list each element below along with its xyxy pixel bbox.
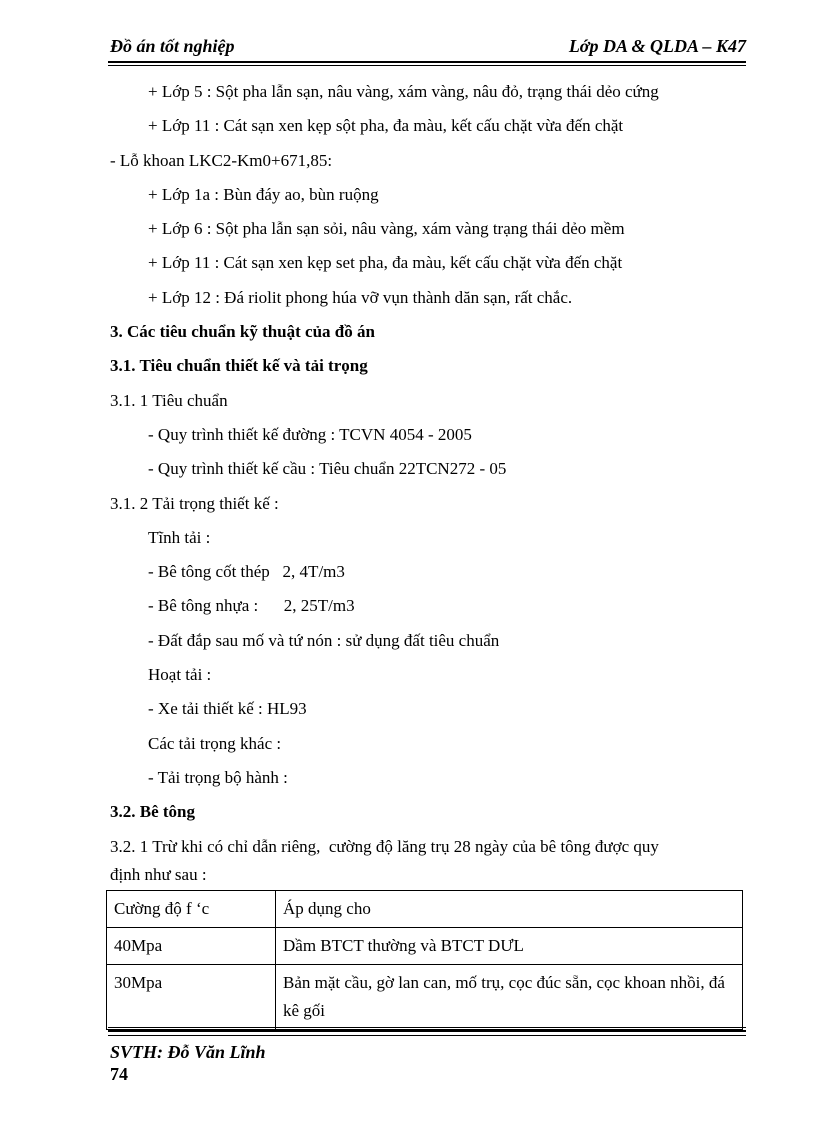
table-cell-strength: 30Mpa <box>107 965 276 1030</box>
load-group-label: Các tải trọng khác : <box>148 733 282 753</box>
concrete-paragraph-line-1: 3.2. 1 Trừ khi có chỉ dẫn riêng, cường độ lăng trụ 28 ngày của bê tông được quy <box>110 836 659 856</box>
subsection-label: 3.1. 2 Tải trọng thiết kế : <box>110 493 279 513</box>
concrete-paragraph-line-2: định như sau : <box>110 864 207 884</box>
soil-layer-line: + Lớp 11 : Cát sạn xen kẹp set pha, đa màu, kết cấu chặt vừa đến chặt <box>148 253 623 273</box>
header-rule <box>108 61 746 63</box>
footer-rule-thin <box>108 1035 746 1036</box>
soil-layer-line: + Lớp 11 : Cát sạn xen kẹp sột pha, đa màu, kết cấu chặt vừa đến chặt <box>148 116 624 136</box>
body-text <box>110 79 746 888</box>
header-document-title: Đồ án tốt nghiệp <box>110 36 235 56</box>
soil-layer-line: + Lớp 12 : Đá riolit phong húa vỡ vụn thành dăn sạn, rất chắc. <box>148 287 573 307</box>
subsection-label: 3.1. 1 Tiêu chuẩn <box>110 390 228 410</box>
table-cell-application: Bản mặt cầu, gờ lan can, mố trụ, cọc đúc sẵn, cọc khoan nhồi, đá kê gối <box>276 965 743 1030</box>
load-item: - Xe tải thiết kế : HL93 <box>148 699 307 719</box>
load-group-label: Hoạt tải : <box>148 665 212 685</box>
load-group-label: Tĩnh tải : <box>148 527 211 547</box>
table-row <box>107 928 743 965</box>
load-item: - Bê tông cốt thép 2, 4T/m3 <box>148 562 345 582</box>
load-item: - Bê tông nhựa : 2, 25T/m3 <box>148 596 355 616</box>
table-header-cell: Áp dụng cho <box>276 891 743 928</box>
table-header-row <box>107 891 743 928</box>
header-class-name: Lớp DA & QLDA – K47 <box>568 36 746 56</box>
section-heading: 3. Các tiêu chuẩn kỹ thuật của đồ án <box>110 322 375 342</box>
standard-item: - Quy trình thiết kế đường : TCVN 4054 - 2005 <box>148 424 472 444</box>
footer-rule <box>108 1030 746 1032</box>
table-row <box>107 965 743 1030</box>
load-item: - Đất đắp sau mố và tứ nón : sử dụng đất tiêu chuẩn <box>148 630 500 650</box>
standard-item: - Quy trình thiết kế cầu : Tiêu chuẩn 22TCN272 - 05 <box>148 459 507 479</box>
table-cell-strength: 40Mpa <box>107 928 276 965</box>
table-cell-application: Dầm BTCT thường và BTCT DƯL <box>276 928 743 965</box>
concrete-strength-table <box>106 890 743 1030</box>
page-header <box>110 36 746 57</box>
footer-rule-thin <box>108 1027 746 1028</box>
soil-layer-line: + Lớp 1a : Bùn đáy ao, bùn ruộng <box>148 184 379 204</box>
borehole-heading: - Lỗ khoan LKC2-Km0+671,85: <box>110 150 333 170</box>
header-rule-thin <box>108 65 746 66</box>
subsection-heading: 3.2. Bê tông <box>110 802 195 822</box>
page-number: 74 <box>110 1064 128 1084</box>
soil-layer-line: + Lớp 5 : Sột pha lẫn sạn, nâu vàng, xám vàng, nâu đỏ, trạng thái dẻo cứng <box>148 82 659 101</box>
subsection-heading: 3.1. Tiêu chuẩn thiết kế và tải trọng <box>110 356 368 376</box>
soil-layer-line: + Lớp 6 : Sột pha lẫn sạn sỏi, nâu vàng, xám vàng trạng thái dẻo mềm <box>148 219 625 239</box>
table-header-cell: Cường độ f ‘c <box>107 891 276 928</box>
footer-author: SVTH: Đỗ Văn Lĩnh <box>110 1042 266 1062</box>
load-item: - Tải trọng bộ hành : <box>148 767 288 787</box>
